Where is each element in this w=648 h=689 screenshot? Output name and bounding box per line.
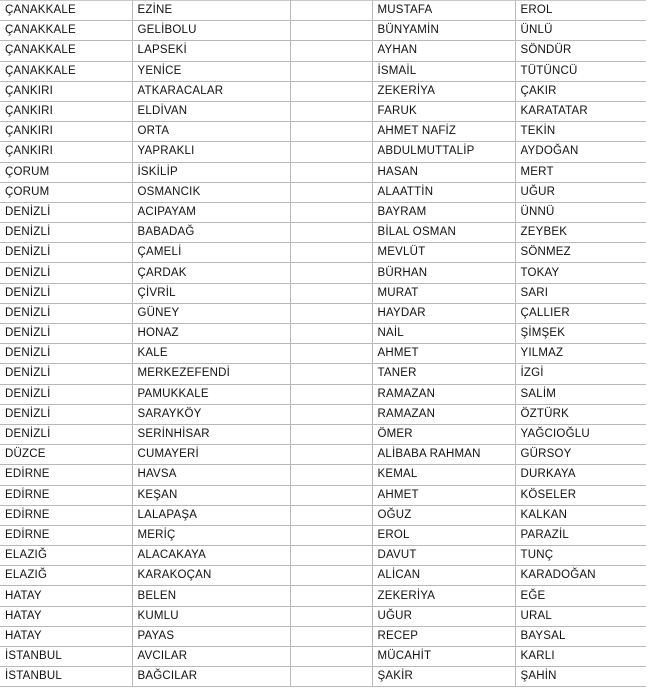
cell-empty[interactable] bbox=[290, 384, 372, 404]
cell-first-name[interactable]: BÜRHAN bbox=[372, 263, 515, 283]
cell-empty[interactable] bbox=[290, 223, 372, 243]
table-row bbox=[0, 505, 646, 525]
cell-last-name[interactable]: ŞAHİN bbox=[515, 667, 646, 687]
cell-first-name[interactable]: RECEP bbox=[372, 626, 515, 646]
cell-district[interactable]: SERİNHİSAR bbox=[132, 424, 290, 444]
cell-district[interactable]: KALE bbox=[132, 344, 290, 364]
cell-empty[interactable] bbox=[290, 41, 372, 61]
cell-empty[interactable] bbox=[290, 1, 372, 21]
table-row bbox=[0, 647, 646, 667]
cell-district[interactable]: EZİNE bbox=[132, 1, 290, 21]
table-row bbox=[0, 41, 646, 61]
table-row bbox=[0, 465, 646, 485]
cell-first-name[interactable]: KEMAL bbox=[372, 465, 515, 485]
cell-first-name[interactable]: MURAT bbox=[372, 283, 515, 303]
cell-first-name[interactable]: MEVLÜT bbox=[372, 243, 515, 263]
cell-first-name[interactable]: AYHAN bbox=[372, 41, 515, 61]
cell-district[interactable]: OSMANCIK bbox=[132, 182, 290, 202]
table-row bbox=[0, 424, 646, 444]
cell-empty[interactable] bbox=[290, 61, 372, 81]
table-row bbox=[0, 404, 646, 424]
table-row bbox=[0, 606, 646, 626]
cell-last-name[interactable]: YILMAZ bbox=[515, 344, 646, 364]
table-row bbox=[0, 324, 646, 344]
cell-district[interactable]: ÇARDAK bbox=[132, 263, 290, 283]
cell-empty[interactable] bbox=[290, 364, 372, 384]
cell-district[interactable]: KARAKOÇAN bbox=[132, 566, 290, 586]
cell-empty[interactable] bbox=[290, 525, 372, 545]
cell-district[interactable]: BABADAĞ bbox=[132, 223, 290, 243]
table-row bbox=[0, 162, 646, 182]
cell-empty[interactable] bbox=[290, 243, 372, 263]
cell-last-name[interactable]: TEKİN bbox=[515, 122, 646, 142]
table-row bbox=[0, 303, 646, 323]
cell-last-name[interactable]: GÜRSOY bbox=[515, 445, 646, 465]
cell-first-name[interactable]: AHMET NAFİZ bbox=[372, 122, 515, 142]
cell-province[interactable]: DENİZLİ bbox=[0, 263, 132, 283]
cell-last-name[interactable]: MERT bbox=[515, 162, 646, 182]
cell-district[interactable]: AVCILAR bbox=[132, 647, 290, 667]
table-row bbox=[0, 384, 646, 404]
cell-province[interactable]: DENİZLİ bbox=[0, 344, 132, 364]
cell-district[interactable]: PAYAS bbox=[132, 626, 290, 646]
cell-province[interactable]: DENİZLİ bbox=[0, 424, 132, 444]
cell-district[interactable]: YAPRAKLI bbox=[132, 142, 290, 162]
cell-province[interactable]: DENİZLİ bbox=[0, 283, 132, 303]
cell-first-name[interactable]: HASAN bbox=[372, 162, 515, 182]
cell-empty[interactable] bbox=[290, 142, 372, 162]
cell-empty[interactable] bbox=[290, 626, 372, 646]
cell-last-name[interactable]: TÜTÜNCÜ bbox=[515, 61, 646, 81]
cell-first-name[interactable]: BİLAL OSMAN bbox=[372, 223, 515, 243]
cell-district[interactable]: ACIPAYAM bbox=[132, 202, 290, 222]
cell-district[interactable]: BELEN bbox=[132, 586, 290, 606]
cell-last-name[interactable]: ÜNNÜ bbox=[515, 202, 646, 222]
cell-last-name[interactable]: KARLI bbox=[515, 647, 646, 667]
cell-first-name[interactable]: TANER bbox=[372, 364, 515, 384]
cell-first-name[interactable]: MÜCAHİT bbox=[372, 647, 515, 667]
cell-empty[interactable] bbox=[290, 303, 372, 323]
cell-province[interactable]: ÇANKIRI bbox=[0, 81, 132, 101]
table-row bbox=[0, 546, 646, 566]
cell-empty[interactable] bbox=[290, 263, 372, 283]
cell-district[interactable]: MERKEZEFENDİ bbox=[132, 364, 290, 384]
cell-first-name[interactable]: İSMAİL bbox=[372, 61, 515, 81]
cell-last-name[interactable]: BAYSAL bbox=[515, 626, 646, 646]
cell-empty[interactable] bbox=[290, 21, 372, 41]
cell-province[interactable]: EDİRNE bbox=[0, 525, 132, 545]
cell-empty[interactable] bbox=[290, 465, 372, 485]
cell-empty[interactable] bbox=[290, 586, 372, 606]
cell-district[interactable]: ELDİVAN bbox=[132, 101, 290, 121]
table-row bbox=[0, 223, 646, 243]
cell-district[interactable]: KEŞAN bbox=[132, 485, 290, 505]
table-row bbox=[0, 101, 646, 121]
cell-province[interactable]: DENİZLİ bbox=[0, 404, 132, 424]
cell-province[interactable]: EDİRNE bbox=[0, 505, 132, 525]
cell-last-name[interactable]: TUNÇ bbox=[515, 546, 646, 566]
cell-last-name[interactable]: KARADOĞAN bbox=[515, 566, 646, 586]
cell-empty[interactable] bbox=[290, 404, 372, 424]
cell-last-name[interactable]: EĞE bbox=[515, 586, 646, 606]
cell-first-name[interactable]: RAMAZAN bbox=[372, 384, 515, 404]
table-body bbox=[0, 1, 646, 687]
table-row bbox=[0, 667, 646, 687]
cell-last-name[interactable]: SALİM bbox=[515, 384, 646, 404]
table-row bbox=[0, 1, 646, 21]
cell-province[interactable]: ÇANKIRI bbox=[0, 142, 132, 162]
cell-district[interactable]: ÇİVRİL bbox=[132, 283, 290, 303]
cell-last-name[interactable]: ŞİMŞEK bbox=[515, 324, 646, 344]
table-row bbox=[0, 61, 646, 81]
cell-province[interactable]: DENİZLİ bbox=[0, 223, 132, 243]
cell-province[interactable]: ÇANKIRI bbox=[0, 101, 132, 121]
table-row bbox=[0, 263, 646, 283]
cell-province[interactable]: ÇORUM bbox=[0, 182, 132, 202]
cell-empty[interactable] bbox=[290, 647, 372, 667]
cell-province[interactable]: DENİZLİ bbox=[0, 243, 132, 263]
cell-empty[interactable] bbox=[290, 667, 372, 687]
cell-first-name[interactable]: UĞUR bbox=[372, 606, 515, 626]
cell-first-name[interactable]: ALİBABA RAHMAN bbox=[372, 445, 515, 465]
table-row bbox=[0, 586, 646, 606]
cell-last-name[interactable]: EROL bbox=[515, 1, 646, 21]
cell-last-name[interactable]: İZGİ bbox=[515, 364, 646, 384]
cell-empty[interactable] bbox=[290, 505, 372, 525]
table-row bbox=[0, 485, 646, 505]
cell-province[interactable]: ÇANAKKALE bbox=[0, 41, 132, 61]
cell-district[interactable]: ATKARACALAR bbox=[132, 81, 290, 101]
cell-first-name[interactable]: ABDULMUTTALİP bbox=[372, 142, 515, 162]
cell-last-name[interactable]: ÇALLIER bbox=[515, 303, 646, 323]
cell-district[interactable]: GÜNEY bbox=[132, 303, 290, 323]
cell-district[interactable]: SARAYKÖY bbox=[132, 404, 290, 424]
cell-empty[interactable] bbox=[290, 324, 372, 344]
cell-district[interactable]: HONAZ bbox=[132, 324, 290, 344]
cell-district[interactable]: HAVSA bbox=[132, 465, 290, 485]
cell-first-name[interactable]: ALAATTİN bbox=[372, 182, 515, 202]
cell-empty[interactable] bbox=[290, 445, 372, 465]
cell-first-name[interactable]: OĞUZ bbox=[372, 505, 515, 525]
cell-empty[interactable] bbox=[290, 182, 372, 202]
cell-first-name[interactable]: ÖMER bbox=[372, 424, 515, 444]
cell-district[interactable]: MERİÇ bbox=[132, 525, 290, 545]
table-row bbox=[0, 21, 646, 41]
cell-first-name[interactable]: DAVUT bbox=[372, 546, 515, 566]
table-row bbox=[0, 182, 646, 202]
cell-province[interactable]: ÇANAKKALE bbox=[0, 21, 132, 41]
cell-first-name[interactable]: ZEKERİYA bbox=[372, 586, 515, 606]
table-row bbox=[0, 364, 646, 384]
cell-district[interactable]: CUMAYERİ bbox=[132, 445, 290, 465]
cell-province[interactable]: DENİZLİ bbox=[0, 202, 132, 222]
cell-last-name[interactable]: DURKAYA bbox=[515, 465, 646, 485]
cell-province[interactable]: İSTANBUL bbox=[0, 667, 132, 687]
cell-last-name[interactable]: KARATATAR bbox=[515, 101, 646, 121]
cell-first-name[interactable]: AHMET bbox=[372, 344, 515, 364]
table-row bbox=[0, 445, 646, 465]
cell-province[interactable]: DÜZCE bbox=[0, 445, 132, 465]
cell-last-name[interactable]: UĞUR bbox=[515, 182, 646, 202]
cell-empty[interactable] bbox=[290, 606, 372, 626]
cell-first-name[interactable]: MUSTAFA bbox=[372, 1, 515, 21]
cell-first-name[interactable]: NAİL bbox=[372, 324, 515, 344]
cell-last-name[interactable]: ÇAKIR bbox=[515, 81, 646, 101]
cell-first-name[interactable]: ALİCAN bbox=[372, 566, 515, 586]
cell-last-name[interactable]: SÖNDÜR bbox=[515, 41, 646, 61]
cell-empty[interactable] bbox=[290, 424, 372, 444]
cell-district[interactable]: ALACAKAYA bbox=[132, 546, 290, 566]
cell-last-name[interactable]: ZEYBEK bbox=[515, 223, 646, 243]
cell-province[interactable]: ÇORUM bbox=[0, 162, 132, 182]
table-row bbox=[0, 243, 646, 263]
cell-last-name[interactable]: ÖZTÜRK bbox=[515, 404, 646, 424]
cell-district[interactable]: İSKİLİP bbox=[132, 162, 290, 182]
cell-last-name[interactable]: KALKAN bbox=[515, 505, 646, 525]
cell-first-name[interactable]: ŞAKİR bbox=[372, 667, 515, 687]
cell-province[interactable]: İSTANBUL bbox=[0, 647, 132, 667]
cell-first-name[interactable]: EROL bbox=[372, 525, 515, 545]
cell-district[interactable]: YENİCE bbox=[132, 61, 290, 81]
cell-district[interactable]: GELİBOLU bbox=[132, 21, 290, 41]
cell-last-name[interactable]: YAĞCIOĞLU bbox=[515, 424, 646, 444]
table-row bbox=[0, 122, 646, 142]
cell-empty[interactable] bbox=[290, 283, 372, 303]
cell-empty[interactable] bbox=[290, 202, 372, 222]
cell-last-name[interactable]: KÖSELER bbox=[515, 485, 646, 505]
cell-first-name[interactable]: AHMET bbox=[372, 485, 515, 505]
table-row bbox=[0, 283, 646, 303]
cell-province[interactable]: ELAZIĞ bbox=[0, 546, 132, 566]
cell-province[interactable]: HATAY bbox=[0, 626, 132, 646]
table-row bbox=[0, 525, 646, 545]
cell-first-name[interactable]: BAYRAM bbox=[372, 202, 515, 222]
cell-province[interactable]: DENİZLİ bbox=[0, 303, 132, 323]
cell-last-name[interactable]: SARI bbox=[515, 283, 646, 303]
table-row bbox=[0, 566, 646, 586]
cell-province[interactable]: DENİZLİ bbox=[0, 384, 132, 404]
cell-last-name[interactable]: AYDOĞAN bbox=[515, 142, 646, 162]
cell-first-name[interactable]: ZEKERİYA bbox=[372, 81, 515, 101]
cell-district[interactable]: KUMLU bbox=[132, 606, 290, 626]
cell-first-name[interactable]: HAYDAR bbox=[372, 303, 515, 323]
cell-last-name[interactable]: PARAZİL bbox=[515, 525, 646, 545]
cell-province[interactable]: ÇANAKKALE bbox=[0, 61, 132, 81]
cell-first-name[interactable]: BÜNYAMİN bbox=[372, 21, 515, 41]
cell-province[interactable]: ELAZIĞ bbox=[0, 566, 132, 586]
cell-district[interactable]: LALAPAŞA bbox=[132, 505, 290, 525]
cell-empty[interactable] bbox=[290, 546, 372, 566]
cell-province[interactable]: HATAY bbox=[0, 586, 132, 606]
cell-empty[interactable] bbox=[290, 101, 372, 121]
cell-empty[interactable] bbox=[290, 162, 372, 182]
cell-last-name[interactable]: ÜNLÜ bbox=[515, 21, 646, 41]
cell-empty[interactable] bbox=[290, 344, 372, 364]
cell-last-name[interactable]: TOKAY bbox=[515, 263, 646, 283]
cell-district[interactable]: ÇAMELİ bbox=[132, 243, 290, 263]
cell-empty[interactable] bbox=[290, 485, 372, 505]
cell-empty[interactable] bbox=[290, 566, 372, 586]
cell-empty[interactable] bbox=[290, 81, 372, 101]
cell-province[interactable]: EDİRNE bbox=[0, 465, 132, 485]
cell-province[interactable]: EDİRNE bbox=[0, 485, 132, 505]
cell-first-name[interactable]: RAMAZAN bbox=[372, 404, 515, 424]
cell-last-name[interactable]: SÖNMEZ bbox=[515, 243, 646, 263]
table-row bbox=[0, 344, 646, 364]
cell-province[interactable]: DENİZLİ bbox=[0, 324, 132, 344]
table-row bbox=[0, 81, 646, 101]
table-row bbox=[0, 626, 646, 646]
cell-province[interactable]: HATAY bbox=[0, 606, 132, 626]
table-row bbox=[0, 202, 646, 222]
cell-district[interactable]: PAMUKKALE bbox=[132, 384, 290, 404]
cell-empty[interactable] bbox=[290, 122, 372, 142]
cell-first-name[interactable]: FARUK bbox=[372, 101, 515, 121]
cell-last-name[interactable]: URAL bbox=[515, 606, 646, 626]
cell-province[interactable]: ÇANKIRI bbox=[0, 122, 132, 142]
cell-district[interactable]: ORTA bbox=[132, 122, 290, 142]
table-row bbox=[0, 142, 646, 162]
cell-province[interactable]: DENİZLİ bbox=[0, 364, 132, 384]
cell-province[interactable]: ÇANAKKALE bbox=[0, 1, 132, 21]
cell-district[interactable]: BAĞCILAR bbox=[132, 667, 290, 687]
cell-district[interactable]: LAPSEKİ bbox=[132, 41, 290, 61]
